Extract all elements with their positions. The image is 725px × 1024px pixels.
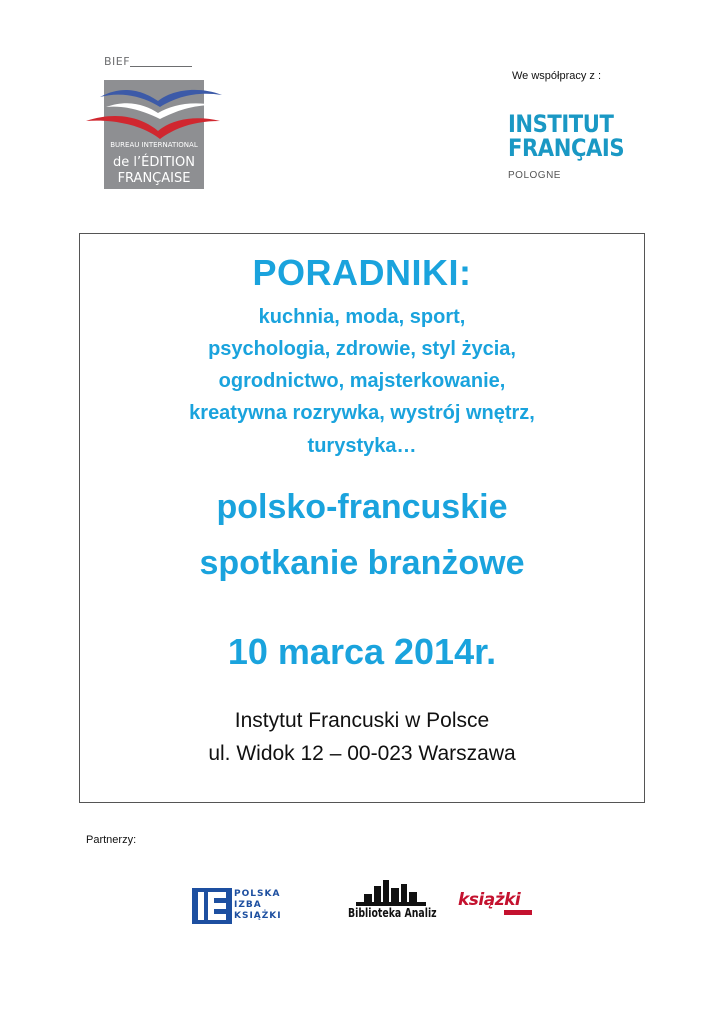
ksiazki-text: książki [458,890,521,910]
bief-logo-line1: BUREAU INTERNATIONAL [110,141,198,149]
ksiazki-logo [458,890,536,920]
announcement-frame [79,233,645,803]
bief-logo [86,55,226,193]
venue-address: ul. Widok 12 – 00-023 Warszawa [208,742,516,765]
bief-logo-line [130,66,192,67]
polska-izba-ksiazki-logo [192,888,304,924]
topic-line: turystyka… [307,435,417,457]
biblioteka-analiz-logo [346,880,436,928]
topic-line: kuchnia, moda, sport, [258,306,466,328]
analiz-text: Biblioteka Analiz [348,906,437,920]
institut-logo-line1: INSTITUT [508,110,614,138]
pik-emblem-icon [192,888,232,924]
pik-line2: IZBA [234,900,262,910]
topic-line: ogrodnictwo, majsterkowanie, [218,370,506,392]
ksiazki-ribbon-icon [458,890,536,920]
bief-logo-line2: de l’ÉDITION [113,155,195,170]
event-date: 10 marca 2014r. [227,631,497,672]
bief-logo-top-text: BIEF [104,55,131,68]
pik-line1: POLSKA [234,889,281,899]
topic-line: kreatywna rozrywka, wystrój wnętrz, [189,402,535,424]
institut-logo-line3: POLOGNE [508,170,561,181]
venue-name: Instytut Francuski w Polsce [234,709,490,732]
institut-logo-line2: FRANÇAIS [508,134,625,162]
pik-line3: KSIĄŻKI [234,911,282,921]
event-title-line1: polsko-francuskie [216,488,508,526]
bief-logo-line3: FRANÇAISE [117,171,191,186]
bief-bird-icon [86,75,226,145]
headline: PORADNIKI: [252,252,472,293]
city-skyline-icon [346,880,436,906]
topic-line: psychologia, zdrowie, styl życia, [208,338,516,360]
event-title-line2: spotkanie branżowe [199,544,525,582]
partners-label: Partnerzy: [86,834,137,846]
cooperation-label: We współpracy z : [512,70,602,82]
institut-francais-logo [508,112,638,187]
